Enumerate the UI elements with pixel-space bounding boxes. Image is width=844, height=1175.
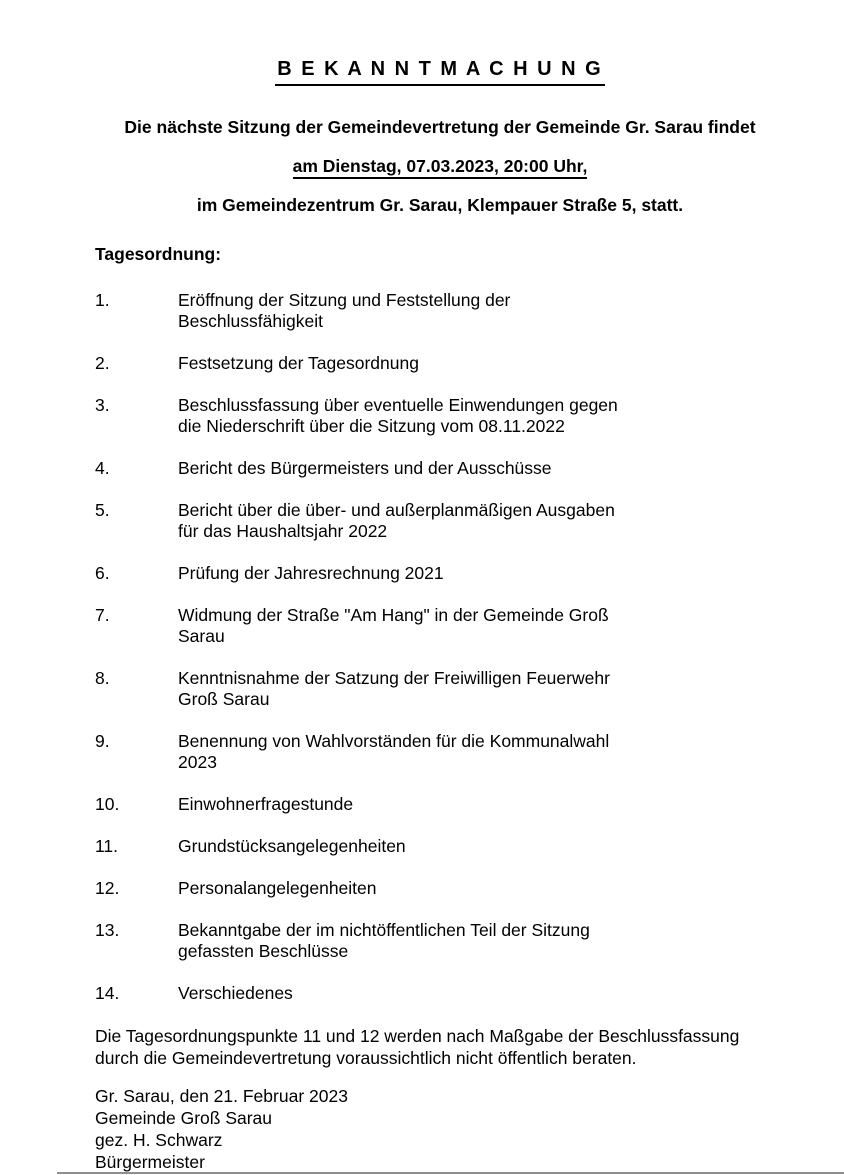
- intro-line-location: im Gemeindezentrum Gr. Sarau, Klempauer Straße 5, statt.: [196, 195, 684, 215]
- agenda-item-number: 4.: [95, 458, 110, 478]
- agenda-item-line: Bericht des Bürgermeisters und der Ausschüsse: [178, 458, 552, 478]
- agenda-item-line: Eröffnung der Sitzung und Feststellung der: [178, 290, 511, 310]
- agenda-item-text: [178, 983, 785, 1004]
- agenda-item: [95, 668, 785, 710]
- signature-block: [95, 1085, 785, 1173]
- agenda-list: [95, 290, 785, 1004]
- agenda-item-line: Bekanntgabe der im nichtöffentlichen Teil der Sitzung: [178, 920, 590, 940]
- signature-title: Bürgermeister: [95, 1152, 205, 1172]
- signature-signed-by: gez. H. Schwarz: [95, 1130, 223, 1150]
- agenda-item-line: Sarau: [178, 626, 225, 646]
- agenda-item-line: Festsetzung der Tagesordnung: [178, 353, 419, 373]
- agenda-item-text: [178, 794, 785, 815]
- agenda-item: [95, 794, 785, 815]
- signature-municipality: Gemeinde Groß Sarau: [95, 1108, 273, 1128]
- agenda-item: [95, 983, 785, 1004]
- agenda-item-text: [178, 353, 785, 374]
- agenda-item-number: 5.: [95, 500, 110, 520]
- closing-note-line: Die Tagesordnungspunkte 11 und 12 werden nach Maßgabe der Beschlussfassung: [95, 1026, 740, 1046]
- agenda-item: [95, 458, 785, 479]
- agenda-item: [95, 920, 785, 962]
- agenda-item-line: Grundstücksangelegenheiten: [178, 836, 406, 856]
- agenda-item-text: [178, 458, 785, 479]
- agenda-item-line: Groß Sarau: [178, 689, 270, 709]
- agenda-item: [95, 395, 785, 437]
- intro-date-underlined: am Dienstag, 07.03.2023, 20:00 Uhr,: [293, 156, 588, 179]
- agenda-item-number: 1.: [95, 290, 110, 310]
- agenda-item-line: Bericht über die über- und außerplanmäßigen Ausgaben: [178, 500, 615, 520]
- agenda-item-text: [178, 731, 785, 773]
- agenda-item-line: Personalangelegenheiten: [178, 878, 377, 898]
- agenda-item-text: [178, 605, 785, 647]
- agenda-item: [95, 836, 785, 857]
- agenda-item-text: [178, 290, 785, 332]
- agenda-item-line: für das Haushaltsjahr 2022: [178, 521, 388, 541]
- title-row: [95, 57, 785, 86]
- agenda-item: [95, 878, 785, 899]
- agenda-item-line: Prüfung der Jahresrechnung 2021: [178, 563, 444, 583]
- bottom-rule-line: [57, 1172, 844, 1174]
- agenda-item-number: 7.: [95, 605, 110, 625]
- agenda-item-number: 2.: [95, 353, 110, 373]
- agenda-item-line: Beschlussfassung über eventuelle Einwendungen gegen: [178, 395, 618, 415]
- agenda-item-number: 11.: [95, 836, 119, 856]
- agenda-item-line: die Niederschrift über die Sitzung vom 08.11.2022: [178, 416, 565, 436]
- agenda-item-number: 3.: [95, 395, 110, 415]
- intro-line-sitzung: Die nächste Sitzung der Gemeindevertretung der Gemeinde Gr. Sarau findet: [124, 117, 756, 137]
- agenda-item: [95, 563, 785, 584]
- agenda-item: [95, 731, 785, 773]
- agenda-item: [95, 500, 785, 542]
- agenda-item-number: 8.: [95, 668, 110, 688]
- agenda-item-line: gefassten Beschlüsse: [178, 941, 349, 961]
- agenda-heading: Tagesordnung:: [95, 244, 222, 264]
- closing-note: [95, 1025, 785, 1069]
- document-title: B E K A N N T M A C H U N G: [275, 57, 604, 86]
- agenda-item-number: 6.: [95, 563, 110, 583]
- agenda-item-number: 13.: [95, 920, 120, 940]
- signature-place-date: Gr. Sarau, den 21. Februar 2023: [95, 1086, 348, 1106]
- agenda-item-number: 14.: [95, 983, 120, 1003]
- agenda-item-line: Beschlussfähigkeit: [178, 311, 323, 331]
- agenda-item-text: [178, 878, 785, 899]
- agenda-item-text: [178, 836, 785, 857]
- agenda-item-text: [178, 395, 785, 437]
- agenda-item-line: Benennung von Wahlvorständen für die Kommunalwahl: [178, 731, 610, 751]
- agenda-item-number: 12.: [95, 878, 120, 898]
- agenda-item-line: Einwohnerfragestunde: [178, 794, 354, 814]
- agenda-item-line: Widmung der Straße "Am Hang" in der Gemeinde Groß: [178, 605, 609, 625]
- agenda-item-line: Kenntnisnahme der Satzung der Freiwilligen Feuerwehr: [178, 668, 610, 688]
- agenda-item-number: 10.: [95, 794, 120, 814]
- agenda-item-text: [178, 920, 785, 962]
- agenda-item-text: [178, 500, 785, 542]
- agenda-item-number: 9.: [95, 731, 110, 751]
- agenda-item: [95, 353, 785, 374]
- agenda-item-text: [178, 668, 785, 710]
- agenda-item-line: 2023: [178, 752, 217, 772]
- intro-line-date: [95, 156, 785, 177]
- closing-note-line: durch die Gemeindevertretung voraussichtlich nicht öffentlich beraten.: [95, 1048, 637, 1068]
- agenda-item: [95, 290, 785, 332]
- agenda-item-line: Verschiedenes: [178, 983, 293, 1003]
- agenda-item-text: [178, 563, 785, 584]
- agenda-item: [95, 605, 785, 647]
